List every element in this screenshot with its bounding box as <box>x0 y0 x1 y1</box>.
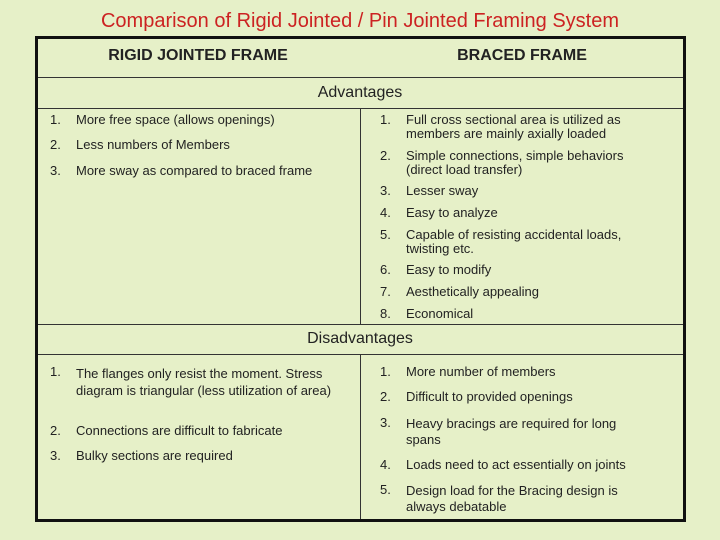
header-braced-frame: BRACED FRAME <box>457 47 587 64</box>
column-divider-advantages <box>360 108 361 324</box>
disadvantages-heading: Disadvantages <box>307 330 413 347</box>
header-divider <box>38 77 683 78</box>
disadvantages-top-divider <box>38 324 683 325</box>
header-rigid-jointed-frame: RIGID JOINTED FRAME <box>108 47 288 64</box>
advantages-heading: Advantages <box>317 84 403 101</box>
column-divider-disadvantages <box>360 354 361 519</box>
page-title: Comparison of Rigid Jointed / Pin Jointed Framing System <box>100 10 619 32</box>
